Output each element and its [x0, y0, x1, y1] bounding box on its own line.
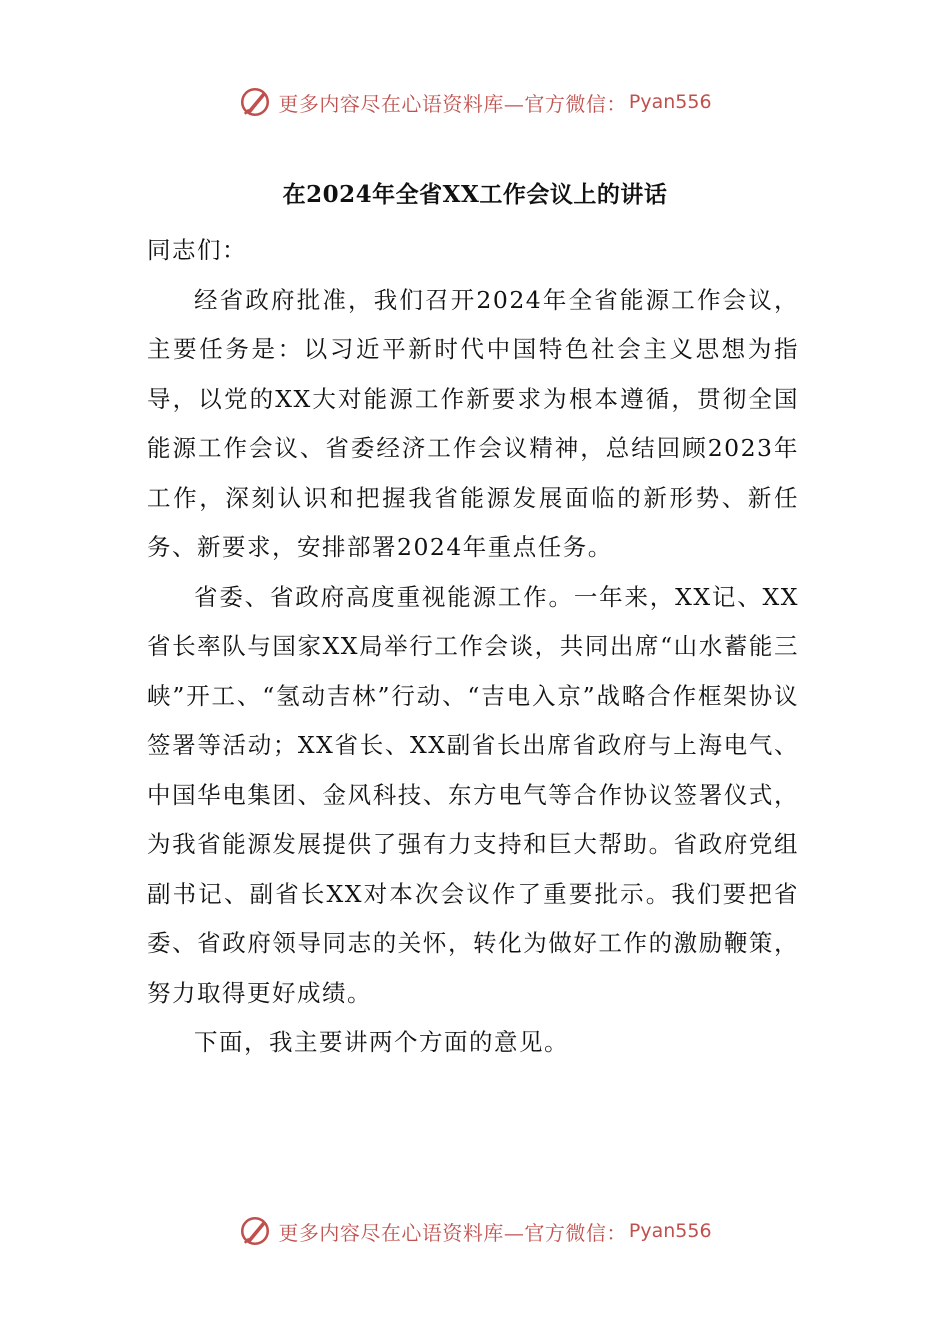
paragraph: 经省政府批准，我们召开2024年全省能源工作会议，主要任务是：以习近平新时代中国特色社会主义思想为指导，以党的XX大对能源工作新要求为根本遵循，贯彻全国能源工作会议、省委经济工作会议精神，总结回顾2023年工作，深刻认识和把握我省能源发展面临的新形势、新任务、新要求，安排部署2024年重点任务。	[147, 285, 799, 561]
watermark-wechat-id: Pyan556	[628, 91, 712, 113]
watermark-text: 更多内容尽在心语资料库—官方微信：	[278, 1220, 627, 1245]
watermark-wechat-id: Pyan556	[628, 1220, 712, 1242]
paragraph: 下面，我主要讲两个方面的意见。	[194, 1028, 569, 1056]
watermark-header	[0, 84, 950, 120]
watermark-text: 更多内容尽在心语资料库—官方微信：	[278, 91, 627, 116]
quill-logo-icon	[238, 1214, 272, 1248]
greeting: 同志们：	[147, 236, 247, 264]
quill-logo-icon	[238, 85, 272, 119]
paragraph: 省委、省政府高度重视能源工作。一年来，XX记、XX省长率队与国家XX局举行工作会谈，共同出席“山水蓄能三峡”开工、“氢动吉林”行动、“吉电入京”战略合作框架协议签署等活动；XX省长、XX副省长出席省政府与上海电气、中国华电集团、金风科技、东方电气等合作协议签署仪式，为我省能源发展提供了强有力支持和巨大帮助。省政府党组副书记、副省长XX对本次会议作了重要批示。我们要把省委、省政府领导同志的关怀，转化为做好工作的激励鞭策，努力取得更好成绩。	[147, 582, 799, 1007]
watermark-footer	[0, 1213, 950, 1249]
document-body	[147, 226, 799, 1068]
document-title: 在2024年全省XX工作会议上的讲话	[282, 181, 668, 208]
